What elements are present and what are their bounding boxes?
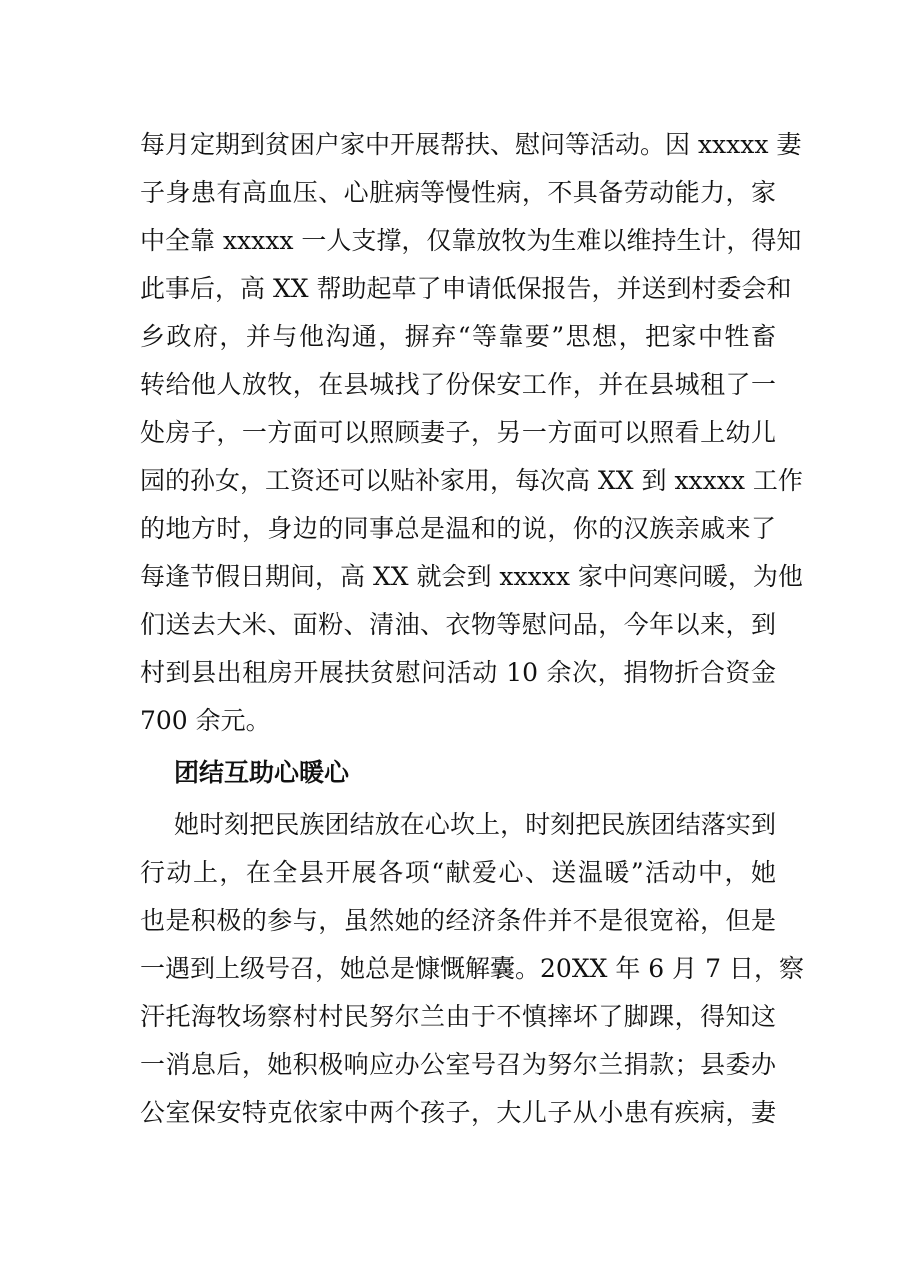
text-line: 她时刻把民族团结放在心坎上，时刻把民族团结落实到 (174, 810, 776, 839)
text-line: 公室保安特克依家中两个孩子，大儿子从小患有疾病，妻 (140, 1098, 776, 1127)
paragraph-1 (140, 121, 803, 745)
paragraph-2 (140, 801, 804, 1137)
text-line: 转给他人放牧，在县城找了份保安工作，并在县城租了一 (140, 370, 776, 399)
text-line: 园的孙女，工资还可以贴补家用，每次高 XX 到 xxxxx 工作 (140, 466, 803, 495)
text-line: 700 余元。 (140, 706, 271, 735)
text-line: 一遇到上级号召，她总是慷慨解囊。20XX 年 6 月 7 日，察 (140, 954, 804, 983)
text-line: 行动上，在全县开展各项“献爱心、送温暖”活动中，她 (140, 858, 776, 887)
text-line: 每月定期到贫困户家中开展帮扶、慰问等活动。因 xxxxx 妻 (140, 130, 802, 159)
text-line: 子身患有高血压、心脏病等慢性病，不具备劳动能力，家 (140, 178, 776, 207)
section-heading: 团结互助心暖心 (174, 758, 350, 787)
text-line: 处房子，一方面可以照顾妻子，另一方面可以照看上幼儿 (140, 418, 776, 447)
text-line: 们送去大米、面粉、清油、衣物等慰问品，今年以来，到 (140, 610, 776, 639)
text-line: 此事后，高 XX 帮助起草了申请低保报告，并送到村委会和 (140, 274, 792, 303)
text-line: 每逢节假日期间，高 XX 就会到 xxxxx 家中问寒问暖，为他 (140, 562, 803, 591)
document-body (140, 121, 804, 1137)
text-line: 村到县出租房开展扶贫慰问活动 10 余次，捐物折合资金 (140, 658, 776, 687)
text-line: 也是积极的参与，虽然她的经济条件并不是很宽裕，但是 (140, 906, 776, 935)
text-line: 乡政府，并与他沟通，摒弃“等靠要”思想，把家中牲畜 (140, 322, 776, 351)
text-line: 汗托海牧场察村村民努尔兰由于不慎摔坏了脚踝，得知这 (140, 1002, 776, 1031)
text-line: 中全靠 xxxxx 一人支撑，仅靠放牧为生难以维持生计，得知 (140, 226, 802, 255)
text-line: 一消息后，她积极响应办公室号召为努尔兰捐款；县委办 (140, 1050, 776, 1079)
text-line: 的地方时，身边的同事总是温和的说，你的汉族亲戚来了 (140, 514, 776, 543)
